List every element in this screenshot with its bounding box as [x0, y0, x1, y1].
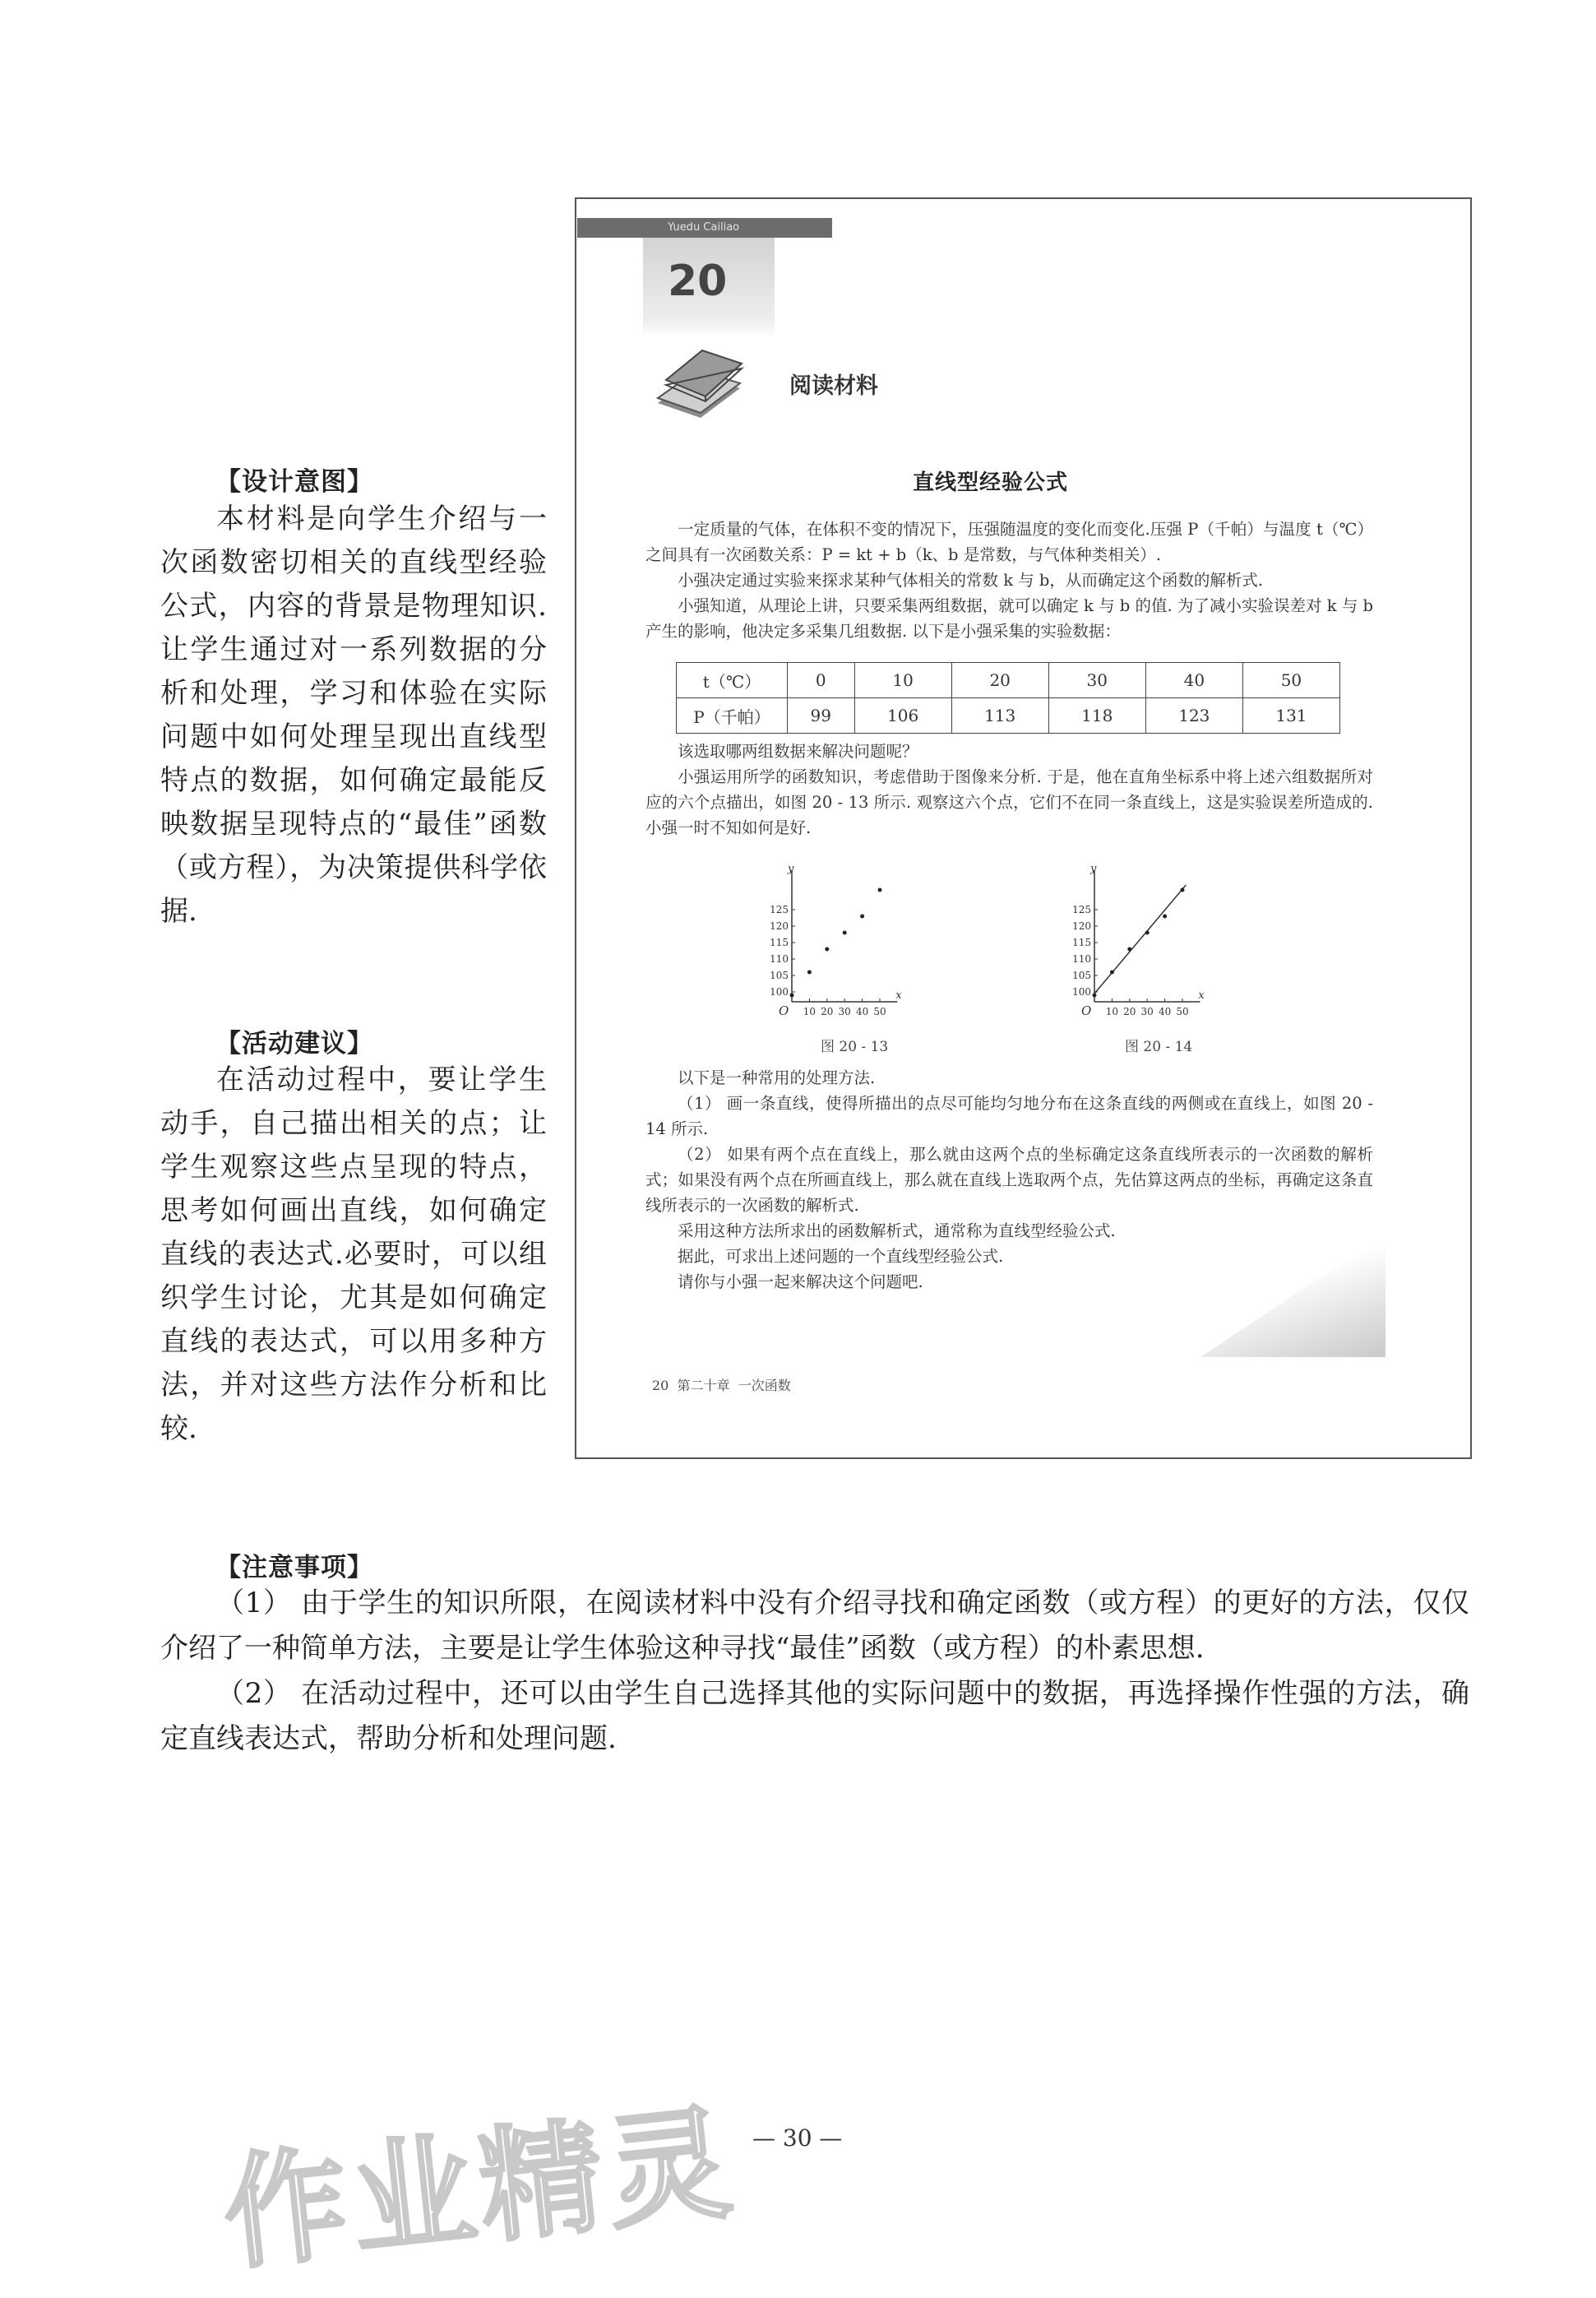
design-intent-body: 本材料是向学生介绍与一次函数密切相关的直线型经验公式，内容的背景是物理知识.让学生通过对一系列数据的分析和处理，学习和体验在实际问题中如何处理呈现出直线型特点的数据，如何确定最能反映数据呈现特点的“最佳”函数（或方程），为决策提供科学依据.: [160, 503, 547, 928]
paragraph-conclusion: 据此，可求出上述问题的一个直线型经验公式.: [678, 1247, 1004, 1266]
book-icon: [650, 339, 756, 421]
fitted-line: [1094, 885, 1186, 994]
y-tick-label: 115: [770, 937, 789, 948]
table-cell: 123: [1145, 698, 1242, 734]
x-tick-label: 10: [803, 1006, 817, 1017]
table-cell: 30: [1048, 663, 1145, 698]
table-cell: 118: [1048, 698, 1145, 734]
data-point: [807, 971, 812, 975]
data-point: [1093, 994, 1097, 998]
x-tick-label: 40: [855, 1006, 869, 1017]
y-tick-label: 105: [1072, 970, 1091, 981]
y-tick-label: 115: [1072, 937, 1091, 948]
design-intent-heading: 【设计意图】: [215, 467, 373, 497]
x-axis-label: x: [895, 989, 902, 1002]
paragraph-formula-name: 采用这种方法所求出的函数解析式，通常称为直线型经验公式.: [678, 1221, 1116, 1240]
y-tick-label: 110: [770, 953, 789, 965]
y-tick-label: 120: [1072, 920, 1091, 932]
section-label: 阅读材料: [789, 373, 878, 399]
page-number: — 30 —: [752, 2124, 843, 2152]
y-tick-label: 105: [770, 970, 789, 981]
data-point: [1181, 888, 1185, 892]
data-point: [1163, 915, 1167, 919]
paragraph-invitation: 请你与小强一起来解决这个问题吧.: [678, 1272, 923, 1291]
figure-20-14-caption: 图 20 - 14: [1125, 1039, 1193, 1055]
x-tick-label: 30: [838, 1006, 851, 1017]
paragraph-experiment-plan: 小强决定通过实验来探求某种气体相关的常数 k 与 b，从而确定这个函数的解析式.: [678, 571, 1264, 590]
table-cell: 99: [788, 698, 855, 734]
paragraph-data-collection: 小强知道，从理论上讲，只要采集两组数据，就可以确定 k 与 b 的值. 为了减小实验误差对 k 与 b 产生的影响，他决定多采集几组数据. 以下是小强采集的实验数据：: [645, 596, 1373, 641]
data-point: [1145, 931, 1150, 935]
note-1: （1） 由于学生的知识所限，在阅读材料中没有介绍寻找和确定函数（或方程）的更好的方法，仅仅介绍了一种简单方法，主要是让学生体验这种寻找“最佳”函数（或方程）的朴素思想.: [160, 1587, 1469, 1665]
x-tick-label: 20: [821, 1006, 834, 1017]
table-cell: 40: [1145, 663, 1242, 698]
note-2: （2） 在活动过程中，还可以由学生自己选择其他的实际问题中的数据，再选择操作性强的方法，确定直线表达式，帮助分析和处理问题.: [160, 1677, 1469, 1755]
watermark-logo: 作业精灵: [217, 2091, 742, 2288]
table-cell: 50: [1242, 663, 1339, 698]
paragraph-method-step-2: （2） 如果有两个点在直线上，那么就由这两个点的坐标确定这条直线所表示的一次函数的解析式；如果没有两个点在所画直线上，那么就在直线上选取两个点，先估算这两点的坐标，再确定这条直线所表示的一次函数的解析式.: [645, 1145, 1373, 1215]
y-tick-label: 125: [1072, 904, 1091, 915]
paragraph-gas-law: 一定质量的气体，在体积不变的情况下，压强随温度的变化而变化.压强 P（千帕）与温度 t（℃）之间具有一次函数关系：P = kt + b（k、b 是常数，与气体种类相关）.: [645, 520, 1373, 564]
activity-suggestion-body: 在活动过程中，要让学生动手，自己描出相关的点；让学生观察这些点呈现的特点，思考如何画出直线，如何确定直线的表达式.必要时，可以组织学生讨论，尤其是如何确定直线的表达式，可以用多种方法，并对这些方法作分析和比较.: [160, 1063, 547, 1445]
x-tick-label: 10: [1105, 1006, 1119, 1017]
table-header-t: t（℃）: [677, 663, 788, 698]
origin-label: O: [1081, 1003, 1092, 1018]
table-header-p: P（千帕）: [677, 698, 788, 734]
figure-20-13-scatter: [761, 862, 958, 1018]
data-point: [878, 888, 882, 892]
notes-heading: 【注意事项】: [215, 1553, 373, 1582]
y-tick-label: 120: [770, 920, 789, 932]
experiment-data-table: [676, 662, 1340, 734]
inner-page-footer: 20 第二十章 一次函数: [652, 1378, 791, 1393]
figure-20-13-caption: 图 20 - 13: [821, 1039, 889, 1055]
article-title: 直线型经验公式: [913, 470, 1069, 495]
y-tick-label: 125: [770, 904, 789, 915]
table-cell: 113: [951, 698, 1048, 734]
table-row: [677, 698, 1340, 734]
table-row: [677, 663, 1340, 698]
figure-20-14-fitted-line: [1063, 862, 1261, 1018]
table-cell: 131: [1242, 698, 1339, 734]
data-point: [790, 994, 794, 998]
paragraph-question: 该选取哪两组数据来解决问题呢？: [678, 742, 918, 761]
data-point: [860, 915, 864, 919]
origin-label: O: [779, 1003, 789, 1018]
y-tick-label: 100: [1072, 986, 1091, 998]
table-cell: 106: [854, 698, 951, 734]
x-tick-label: 50: [873, 1006, 886, 1017]
material-number: 20: [668, 257, 728, 306]
y-axis-label: y: [788, 863, 794, 875]
activity-suggestion-heading: 【活动建议】: [215, 1029, 373, 1059]
x-tick-label: 40: [1158, 1006, 1172, 1017]
y-tick-label: 110: [1072, 953, 1091, 965]
data-point: [1110, 971, 1114, 975]
x-axis-label: x: [1198, 989, 1205, 1002]
y-tick-label: 100: [770, 986, 789, 998]
y-axis-label: y: [1090, 863, 1097, 875]
paragraph-graph-analysis: 小强运用所学的函数知识，考虑借助于图像来分析. 于是，他在直角坐标系中将上述六组数据所对应的六个点描出，如图 20 - 13 所示. 观察这六个点，它们不在同一条直线上，这是实验误差所造成的. 小强一时不知如何是好.: [645, 767, 1373, 837]
paragraph-method-intro: 以下是一种常用的处理方法.: [678, 1068, 876, 1087]
x-tick-label: 50: [1176, 1006, 1189, 1017]
table-cell: 0: [788, 663, 855, 698]
data-point: [843, 931, 847, 935]
table-cell: 20: [951, 663, 1048, 698]
reading-material-banner: Yuedu Cailiao: [577, 218, 832, 238]
x-tick-label: 30: [1140, 1006, 1154, 1017]
x-tick-label: 20: [1123, 1006, 1136, 1017]
data-point: [1127, 947, 1131, 952]
table-cell: 10: [854, 663, 951, 698]
data-point: [825, 947, 829, 952]
paragraph-method-step-1: （1） 画一条直线，使得所描出的点尽可能均匀地分布在这条直线的两侧或在直线上，如图 20 - 14 所示.: [645, 1094, 1373, 1138]
